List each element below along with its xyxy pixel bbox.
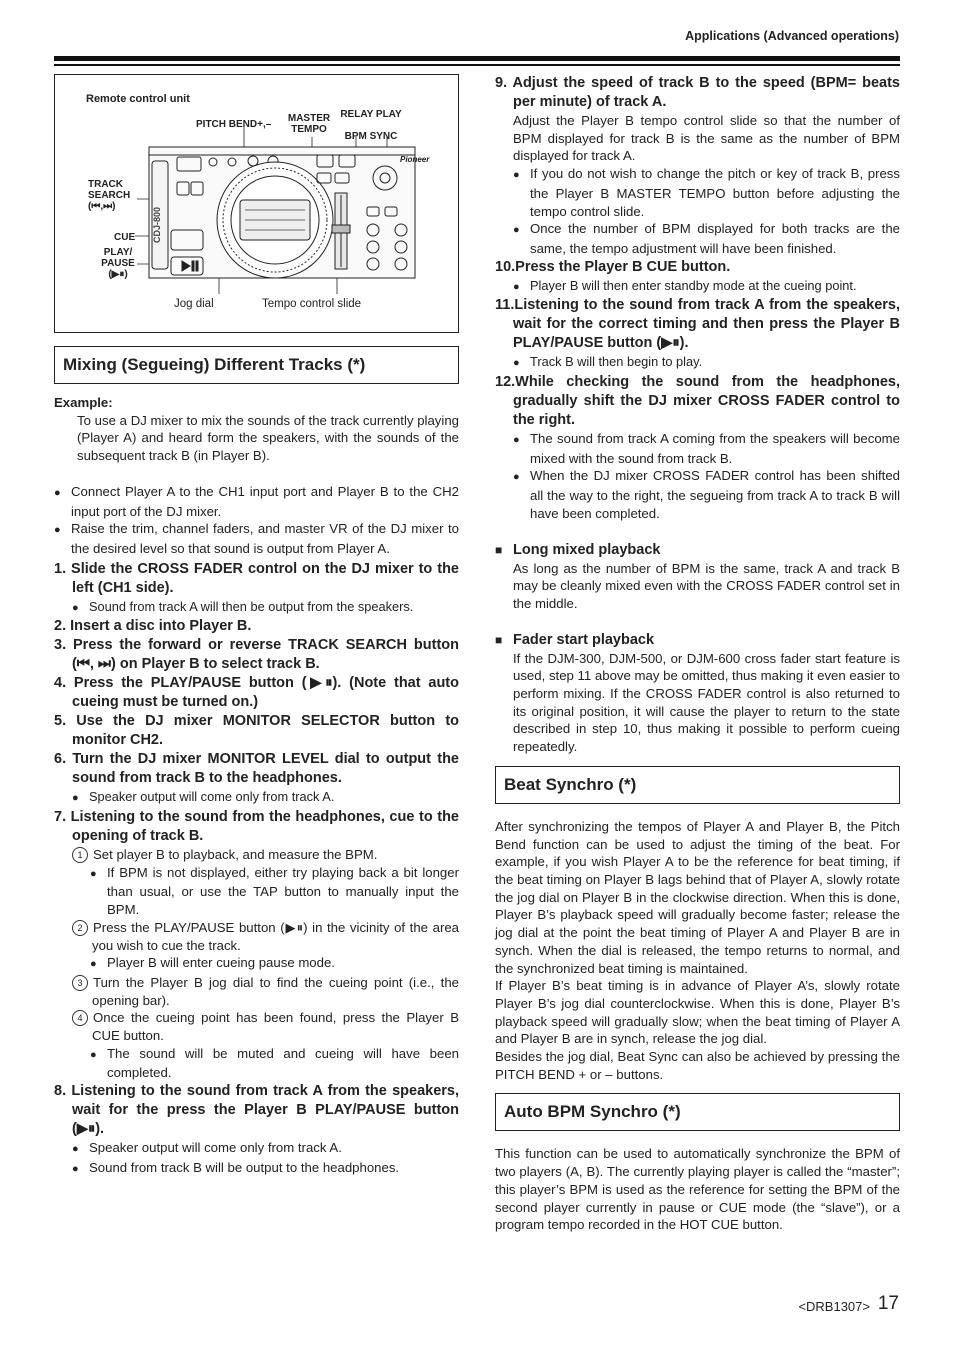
- pre-bullet-1: ● Connect Player A to the CH1 input port and Player B to the CH2 input port of the DJ mixer.: [54, 483, 459, 520]
- label-cue: CUE: [114, 232, 136, 243]
- step-6-bullet: ● Speaker output will come only from track A.: [72, 788, 459, 808]
- label-pause: PAUSE: [101, 258, 135, 269]
- step-10: 10.Press the Player B CUE button.: [495, 258, 731, 275]
- page-number: 17: [877, 1293, 899, 1314]
- step-2: 2. Insert a disc into Player B.: [54, 618, 252, 635]
- remote-control-figure: [54, 74, 459, 333]
- pre-bullet-2: ● Raise the trim, channel faders, and master VR of the DJ mixer to the desired level so that sound is output from Player A.: [54, 520, 459, 557]
- step-9-bullet-1: ● If you do not wish to change the pitch or key of track B, press the Player B MASTER TEMPO button before adjusting the tempo control slide.: [513, 165, 900, 220]
- step-6: 6. Turn the DJ mixer MONITOR LEVEL dial to output the sound from track B to the headphones.: [54, 751, 459, 787]
- step-5: 5. Use the DJ mixer MONITOR SELECTOR button to monitor CH2.: [54, 713, 459, 749]
- section-beat-synchro-title: Beat Synchro (*): [495, 766, 900, 804]
- step-12: 12.While checking the sound from the headphones, gradually shift the DJ mixer CROSS FADER control to the right.: [495, 374, 900, 429]
- example-label: Example:: [54, 395, 113, 410]
- step-12-bullet-2: ● When the DJ mixer CROSS FADER control has been shifted all the way to the right, the segueing from track A to track B will have been completed.: [513, 467, 900, 522]
- step-4: 4. Press the PLAY/PAUSE button (▶⏸). (Note that auto cueing must be turned on.): [54, 675, 459, 711]
- auto-bpm-text: This function can be used to automatically synchronize the BPM of two players (A, B). The currently playing player is called the “master”; this player’s BPM is used as the reference for setting the BPM of the second player currently in pause or CUE mode (the “slave”), or a program tempo recorded in the HOT CUE button.: [495, 1146, 900, 1233]
- fader-start-text: If the DJM-300, DJM-500, or DJM-600 cross fader start feature is used, step 11 above may be omitted, thus making it even easier to perform mixing. If the CROSS FADER control is also returned to its original position, it will cause the player to return to the state described in step 10, thus making it possible to perform cueing repeatedly.: [513, 650, 900, 755]
- label-play-symbol: (▶⏸): [108, 269, 128, 280]
- step-9-bullet-2: ● Once the number of BPM displayed for both tracks are the same, the tempo adjustment will have been finished.: [513, 220, 900, 257]
- step-7-sub-2: [72, 919, 459, 954]
- circled-3-icon: 3: [72, 975, 88, 991]
- header-rule-thin: [54, 64, 900, 66]
- step-1: 1. Slide the CROSS FADER control on the DJ mixer to the left (CH1 side).: [54, 560, 459, 596]
- label-play: PLAY/: [103, 247, 133, 258]
- label-pitch-bend: PITCH BEND+,–: [196, 119, 272, 130]
- beat-synchro-p3: Besides the jog dial, Beat Sync can also be achieved by pressing the PITCH BEND + or – buttons.: [495, 1049, 900, 1082]
- step-8-bullet-2: ● Sound from track B will be output to the headphones.: [72, 1159, 459, 1179]
- step-7-sub-4: [72, 1009, 459, 1044]
- label-tempo-slide: Tempo control slide: [262, 298, 362, 310]
- beat-synchro-p1: After synchronizing the tempos of Player A and Player B, the Pitch Bend function can be used to adjust the timing of the beat. For example, if you wish Player A to be the reference for beat timing, if the beat timing on Player B lags behind that of Player A, slowly rotate the jog dial on Player B in the clockwise direction. When this is done, Player B’s playback speed will gradually become faster; release the jog dial at the point the beat timing of Player A and Player B are in synch. When the dial is released, the tempo returns to normal, and the synchronized beat timing is maintained.: [495, 818, 900, 976]
- long-mixed-title: ■ Long mixed playback: [495, 541, 900, 560]
- label-track: TRACK: [88, 179, 123, 190]
- step-7-sub-2-text: Press the PLAY/PAUSE button (▶⏸) in the vicinity of the area you wish to cue the track.: [92, 919, 459, 953]
- long-mixed-text: As long as the number of BPM is the same, track A and track B may be cleanly mixed even with the CROSS FADER control set in the middle.: [513, 560, 900, 611]
- label-search: SEARCH: [88, 190, 131, 201]
- step-9: 9. Adjust the speed of track B to the speed (BPM= beats per minute) of track A.: [495, 75, 900, 110]
- step-12-bullet-1: ● The sound from track A coming from the speakers will become mixed with the sound from track B.: [513, 430, 900, 467]
- step-7-sub-3: [72, 974, 459, 1009]
- header-rule-thick: [54, 56, 900, 61]
- label-bpm-sync: BPM SYNC: [344, 131, 398, 142]
- step-7-sub-2-bullet: ● Player B will enter cueing pause mode.: [90, 954, 459, 974]
- step-7: 7. Listening to the sound from the headphones, cue to the opening of track B.: [54, 809, 459, 845]
- step-7-sub-1-bullet: ● If BPM is not displayed, either try playing back a bit longer than usual, or use the TAP button to manually input the BPM.: [90, 864, 459, 919]
- step-3: 3. Press the forward or reverse TRACK SEARCH button (⏮, ⏭) on Player B to select track B.: [54, 637, 459, 673]
- label-master: MASTER: [287, 113, 331, 124]
- example-text: To use a DJ mixer to mix the sounds of the track currently playing (Player A) and heard form the speakers, with the sounds of the subsequent track B (in Player B).: [77, 412, 459, 464]
- step-7-sub-4-bullet: ● The sound will be muted and cueing will have been completed.: [90, 1045, 459, 1082]
- step-7-sub-1-text: Set player B to playback, and measure the BPM.: [93, 847, 378, 863]
- circled-4-icon: 4: [72, 1010, 88, 1026]
- step-1-bullet: ● Sound from track A will then be output from the speakers.: [72, 598, 459, 618]
- step-8-bullet-1: ● Speaker output will come only from track A.: [72, 1139, 459, 1159]
- step-7-sub-1: [72, 846, 459, 864]
- section-mixing-title: Mixing (Segueing) Different Tracks (*): [54, 346, 459, 384]
- left-column: [54, 74, 459, 1179]
- label-jog-dial: Jog dial: [174, 298, 214, 310]
- label-relay-play: RELAY PLAY: [340, 109, 402, 120]
- right-column: [495, 74, 900, 1234]
- circled-2-icon: 2: [72, 920, 88, 936]
- step-9-text: Adjust the Player B tempo control slide so that the number of BPM displayed for track B is the same as the number of BPM displayed for track A.: [513, 113, 900, 164]
- figure-caption: Remote control unit: [86, 93, 190, 105]
- circled-1-icon: 1: [72, 847, 88, 863]
- label-tempo: TEMPO: [291, 124, 327, 135]
- step-7-sub-3-text: Turn the Player B jog dial to find the cueing point (i.e., the opening bar).: [92, 974, 459, 1008]
- label-track-symbols: (⏮,⏭): [88, 201, 116, 212]
- fader-start-title: ■ Fader start playback: [495, 631, 900, 650]
- step-11: 11.Listening to the sound from track A from the speakers, wait for the correct timing and then press the Player B PLAY/PAUSE button (▶⏸).: [495, 297, 900, 352]
- beat-synchro-p2: If Player B’s beat timing is in advance of Player A’s, slowly rotate Player B’s jog dial counterclockwise. When this is done, Player B’s playback speed will gradually slow; when the beat timing of Player A and Player B are in synch, release the jog dial.: [495, 978, 900, 1047]
- svg-text:Pioneer: Pioneer: [400, 155, 430, 164]
- section-auto-bpm-title: Auto BPM Synchro (*): [495, 1093, 900, 1131]
- step-7-sub-4-text: Once the cueing point has been found, press the Player B CUE button.: [92, 1010, 459, 1044]
- cdj-player-illustration: [55, 75, 460, 332]
- step-11-bullet: ● Track B will then begin to play.: [513, 353, 900, 373]
- running-header: Applications (Advanced operations): [685, 29, 899, 43]
- player-body: [149, 147, 430, 278]
- step-8: 8. Listening to the sound from track A from the speakers, wait for the press the Player B PLAY/PAUSE button (▶⏸).: [54, 1083, 459, 1138]
- svg-text:CDJ-800: CDJ-800: [152, 206, 162, 244]
- document-code: <DRB1307>: [798, 1299, 870, 1314]
- step-10-bullet: ● Player B will then enter standby mode at the cueing point.: [513, 277, 900, 297]
